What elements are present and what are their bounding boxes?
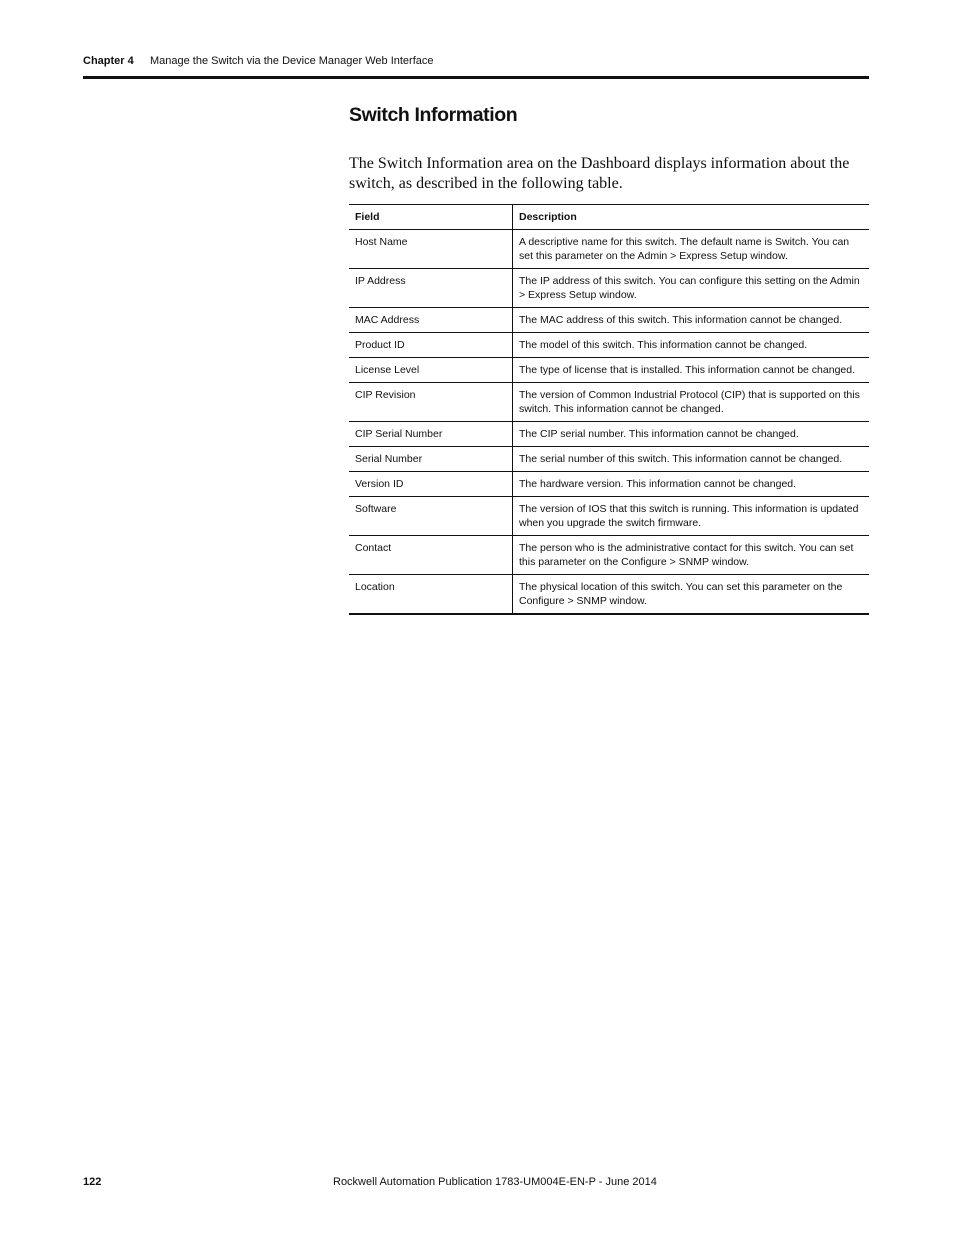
table-row: [349, 575, 869, 615]
description-cell: The serial number of this switch. This information cannot be changed.: [513, 447, 870, 472]
field-cell: Contact: [349, 536, 513, 575]
chapter-label: Chapter 4: [83, 55, 134, 67]
description-cell: The model of this switch. This information cannot be changed.: [513, 333, 870, 358]
description-cell: A descriptive name for this switch. The default name is Switch. You can set this parameter on the Admin > Express Setup window.: [513, 230, 870, 269]
column-header-field: Field: [349, 205, 513, 230]
table-row: [349, 497, 869, 536]
field-cell: CIP Revision: [349, 383, 513, 422]
field-cell: Host Name: [349, 230, 513, 269]
table-row: [349, 383, 869, 422]
description-cell: The person who is the administrative contact for this switch. You can set this parameter on the Configure > SNMP window.: [513, 536, 870, 575]
section-title: Switch Information: [349, 104, 518, 126]
description-cell: The physical location of this switch. You can set this parameter on the Configure > SNMP window.: [513, 575, 870, 615]
column-header-description: Description: [513, 205, 870, 230]
field-cell: IP Address: [349, 269, 513, 308]
description-cell: The version of Common Industrial Protocol (CIP) that is supported on this switch. This information cannot be changed.: [513, 383, 870, 422]
field-cell: Serial Number: [349, 447, 513, 472]
description-cell: The IP address of this switch. You can configure this setting on the Admin > Express Setup window.: [513, 269, 870, 308]
table-row: [349, 472, 869, 497]
table-row: [349, 308, 869, 333]
table-row: [349, 536, 869, 575]
chapter-title: Manage the Switch via the Device Manager Web Interface: [150, 55, 434, 67]
page-number: 122: [83, 1176, 102, 1188]
field-cell: Location: [349, 575, 513, 615]
description-cell: The version of IOS that this switch is running. This information is updated when you upgrade the switch firmware.: [513, 497, 870, 536]
description-cell: The CIP serial number. This information cannot be changed.: [513, 422, 870, 447]
table-row: [349, 230, 869, 269]
field-cell: Product ID: [349, 333, 513, 358]
intro-paragraph: The Switch Information area on the Dashboard displays information about the switch, as described in the following table.: [349, 155, 850, 192]
table-row: [349, 422, 869, 447]
table-row: [349, 447, 869, 472]
table-row: [349, 333, 869, 358]
publication-info: Rockwell Automation Publication 1783-UM004E-EN-P - June 2014: [333, 1176, 657, 1188]
table-row: [349, 269, 869, 308]
field-cell: Version ID: [349, 472, 513, 497]
table-header-row: [349, 205, 869, 230]
field-cell: Software: [349, 497, 513, 536]
page-header: [83, 52, 869, 79]
switch-info-table: [349, 204, 869, 615]
description-cell: The MAC address of this switch. This information cannot be changed.: [513, 308, 870, 333]
description-cell: The type of license that is installed. This information cannot be changed.: [513, 358, 870, 383]
field-cell: MAC Address: [349, 308, 513, 333]
table-row: [349, 358, 869, 383]
field-cell: License Level: [349, 358, 513, 383]
description-cell: The hardware version. This information cannot be changed.: [513, 472, 870, 497]
field-cell: CIP Serial Number: [349, 422, 513, 447]
